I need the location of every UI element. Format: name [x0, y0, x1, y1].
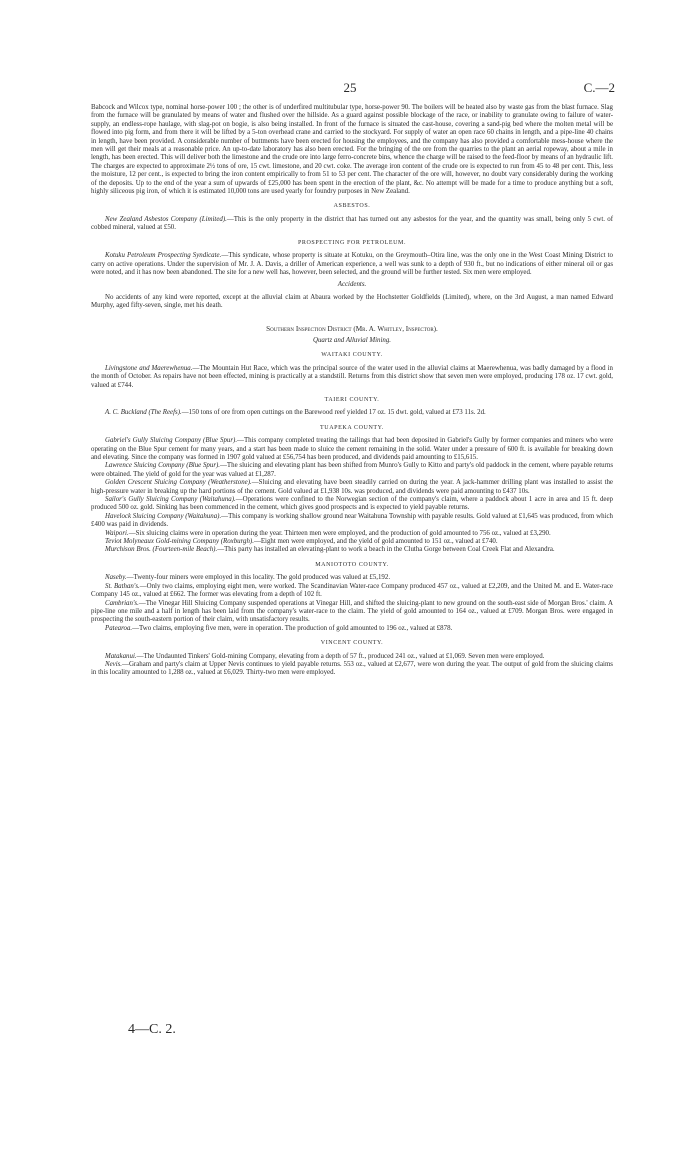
paragraph	[91, 409, 613, 417]
paragraph-text: —Only two claims, employing eight men, were worked. The Scandinavian Water-race Company produced 457 oz., valued at £2,209, and the United M. and E. Water-race Company 145 oz., valued at £662. The former was elevating from a depth of 102 ft.	[91, 582, 613, 599]
paragraph	[91, 294, 613, 311]
paragraph-text: —This party has installed an elevating-plant to work a beach in the Clutha Gorge between Coal Creek Flat and Alexandra.	[217, 546, 555, 554]
paragraph-lead: Cambrian's.	[105, 599, 139, 607]
paragraph-text: —Graham and party's claim at Upper Nevis continues to yield payable returns. 553 oz., valued at £2,677, were won during the year. The output of gold from the sluicing claims in this locality amounted to 1,288 oz., valued at £6,029. Thirty-two men were employed.	[91, 660, 613, 677]
paragraph-text: —This company is working shallow ground near Waitahuna Township with payable results. Gold valued at £1,645 was produced, from which £400 was paid in dividends.	[91, 512, 613, 529]
paragraph-lead: Havelock Sluicing Company (Waitahuna).	[105, 512, 222, 520]
section-heading: ASBESTOS.	[333, 203, 371, 210]
document-body	[91, 104, 613, 678]
paragraph	[91, 574, 613, 582]
paragraph-lead: Kotuku Petroleum Prospecting Syndicate.	[105, 252, 222, 260]
paragraph-lead: Nevis.	[105, 660, 123, 668]
district-heading	[91, 325, 613, 333]
paragraph	[91, 625, 613, 633]
paragraph-text: —This syndicate, whose property is situate at Kotuku, on the Greymouth–Otira line, was the only one in the West Coast Mining District to carry on active operations. Under the supervision of Mr. J. A. Davis, a driller of American experience, a well was sunk to a depth of 930 ft., but no indications of either mineral oil or gas were noted, and it has now been abandoned. The site for a new well has, however, been selected, and the ground will be further tested. Six men were employed.	[91, 252, 613, 276]
paragraph-text: —The Mountain Hut Race, which was the principal source of the water used in the alluvial claims at Maerewhenua, was badly damaged by a flood in the month of October. As repairs have not been effected, mining is practically at a standstill. Returns from this district show that seven men were employed, producing 178 oz. 17 cwt. gold, valued at £744.	[91, 364, 613, 389]
paragraph-text: —This is the only property in the district that has turned out any asbestos for the year, and the quantity was small, being only 5 cwt. of cobbed mineral, valued at £50.	[91, 215, 614, 232]
paragraph-lead: Livingstone and Maerewhenua.	[105, 364, 193, 372]
subheading: Accidents.	[337, 281, 367, 289]
subheading: Quartz and Alluvial Mining.	[313, 336, 391, 344]
paragraph-lead: Patearoa.	[105, 624, 133, 632]
paragraph-lead: Golden Crescent Sluicing Company (Weatherstone).	[105, 479, 252, 487]
paragraph-lead: Sailor's Gully Sluicing Company (Waitahuna).	[105, 496, 236, 504]
paragraph	[91, 216, 613, 233]
paragraph-lead: Matakanui.	[105, 652, 137, 660]
paragraph	[91, 252, 613, 277]
paragraph-text: —The Undaunted Tinkers' Gold-mining Company, elevating from a depth of 57 ft., produced 241 oz., valued at £1,069. Seven men were employed.	[136, 652, 545, 660]
paragraph-lead: New Zealand Asbestos Company (Limited).	[105, 215, 227, 223]
paragraph-text: —The Vinegar Hill Sluicing Company suspended operations at Vinegar Hill, and shifted the sluicing-plant to new ground on the south-east side of Morgan Bros.' claim. A pipe-line one mile and a half in length has been laid from the company's water-race to the claim. The yield of gold amounted to 164 oz., valued at £709. Morgan Bros. were engaged in prospecting the south-eastern portion of their claim, with unsatisfactory results.	[91, 599, 613, 624]
district-heading-text: Southern Inspection District (Mr. A. Whitley, Inspector).	[266, 324, 438, 333]
section-heading: TUAPEKA COUNTY.	[320, 424, 384, 431]
paragraph-text: —Eight men were employed, and the yield of gold amounted to 151 oz., valued at £740.	[253, 538, 498, 546]
paragraph-lead: A. C. Buckland (The Reefs).	[105, 409, 182, 417]
paragraph	[91, 365, 613, 390]
paragraph-lead: Gabriel's Gully Sluicing Company (Blue Spur).	[105, 437, 238, 445]
paragraph	[91, 583, 613, 600]
section-heading: VINCENT COUNTY.	[320, 640, 384, 647]
paragraph-text: —Operations were confined to the Norwegian section of the company's claim, where a paddock about 1 acre in area and 15 ft. deep produced 500 oz. gold. Sinking has been commenced in the cement, which gives good prospects and is expected to yield payable returns.	[91, 496, 613, 512]
document-reference: C.—2	[583, 80, 615, 95]
paragraph	[91, 600, 613, 625]
paragraph-text: Babcock and Wilcox type, nominal horse-power 100 ; the other is of underfired multitubular type, horse-power 90. The boilers will be heated also by waste gas from the blast furnace. Slag from the furnace will be granulated by means of water and flushed over the hillside. As a guard against possible blockage of the race, or inability to granulate owing to failure of water-supply, an endless-rope haulage, with slag-pot on bogie, is also being installed. In front of the furnace is situated the cast-house, covering a sand-pig bed where the molten metal will be flowed into pig form, and from there it will be lifted by a 5-ton overhead crane and carried to the stockyard. For supply of water an open race 60 chains in length, and a pipe-line 40 chains in length, have been provided. A considerable number of buttments have been erected for housing the employees, and the company has also provided a comfortable mess-house where the men will get their meals at a reasonable price. An up-to-date laboratory has also been erected. For the bringing of the ore from the quarries to the plant an aerial ropeway, about a mile in length, has been erected. This will deliver both the limestone and the crude ore into large ferro-concrete bins, whence the charge will be raised to the feed-floor by means of an hydraulic lift. The charges are expected to approximate 2½ tons of ore, 15 cwt. limestone, and 20 cwt. coke. The average iron content of the crude ore is expected to run from 45 to 48 per cent. This, less the moisture, 12 per cent., is expected to bring the iron content empirically to from 51 to 53 per cent. The character of the ore will, however, no doubt vary considerably during the working of the deposits. Up to the end of the year a sum of upwards of £25,000 has been spent in the erection of the plant, &c. No attempt will be made for a time to produce anything but a soft, highly siliceous pig iron, of which it is estimated 10,000 tons are used yearly for foundry purposes in New Zealand.	[91, 104, 613, 196]
paragraph	[91, 546, 613, 554]
section-heading: TAIERI COUNTY.	[324, 396, 380, 403]
paragraph	[91, 496, 613, 513]
paragraph-lead: Lawrence Sluicing Company (Blue Spur).	[105, 462, 221, 470]
paragraph-text: —150 tons of ore from open cuttings on the Barewood reef yielded 17 oz. 15 dwt. gold, valued at £73 11s. 2d.	[181, 409, 486, 417]
paragraph-lead: Waipori.	[105, 529, 129, 537]
paragraph-lead: Naseby.	[105, 574, 127, 582]
paragraph-text: —The sluicing and elevating plant has been shifted from Munro's Gully to Kitto and party's old paddock in the cement, where payable returns were obtained. The yield of gold for the year was valued at £1,287.	[91, 462, 613, 478]
paragraph-lead: St. Bathan's.	[105, 582, 140, 590]
paragraph-lead: Murchison Bros. (Fourteen-mile Beach).	[105, 546, 218, 554]
paragraph	[91, 104, 613, 196]
paragraph-lead: Teviot Molyneaux Gold-mining Company (Roxburgh).	[105, 538, 254, 546]
paragraph	[91, 437, 613, 462]
paragraph	[91, 538, 613, 546]
paragraph	[91, 661, 613, 678]
paragraph-text: No accidents of any kind were reported, except at the alluvial claim at Abaura worked by the Hochstetter Goldfields (Limited), where, on the 3rd August, a man named Edward Murphy, aged fifty-seven, single, met his death.	[91, 293, 613, 310]
paragraph	[91, 653, 613, 661]
section-heading: PROSPECTING FOR PETROLEUM.	[297, 239, 407, 246]
section-heading: MANIOTOTO COUNTY.	[315, 561, 389, 568]
section-heading: WAITAKI COUNTY.	[321, 352, 383, 359]
sheet-signature: 4—C. 2.	[128, 1022, 176, 1037]
paragraph-text: —Six sluicing claims were in operation during the year. Thirteen men were employed, and the production of gold amounted to 756 oz., valued at £3,290.	[128, 529, 551, 537]
paragraph-text: —This company completed treating the tailings that had been deposited in Gabriel's Gully by former companies and miners who were operating on the Blue Spur cement for many years, and a start has been made to sluice the cement remaining in the solid. Water under a pressure of 600 ft. is available for breaking down and elevating. Since the company was formed in 1907 gold valued at £56,754 has been produced, and dividends paid amounting to £15,615.	[91, 437, 614, 461]
paragraph	[91, 513, 613, 530]
paragraph	[91, 479, 613, 496]
paragraph-text: —Sluicing and elevating have been steadily carried on during the year. A jack-hammer drilling plant was installed to assist the high-pressure water in breaking up the hard portions of the cement. Gold valued at £1,938 10s. was produced, and dividends were paid amounting to £437 10s.	[91, 479, 613, 495]
paragraph	[91, 530, 613, 538]
paragraph-text: —Two claims, employing five men, were in operation. The production of gold amounted to 196 oz., valued at £878.	[132, 624, 453, 632]
paragraph-text: —Twenty-four miners were employed in this locality. The gold produced was valued at £5,192.	[126, 574, 391, 582]
paragraph	[91, 462, 613, 479]
page-number: 25	[343, 80, 357, 95]
